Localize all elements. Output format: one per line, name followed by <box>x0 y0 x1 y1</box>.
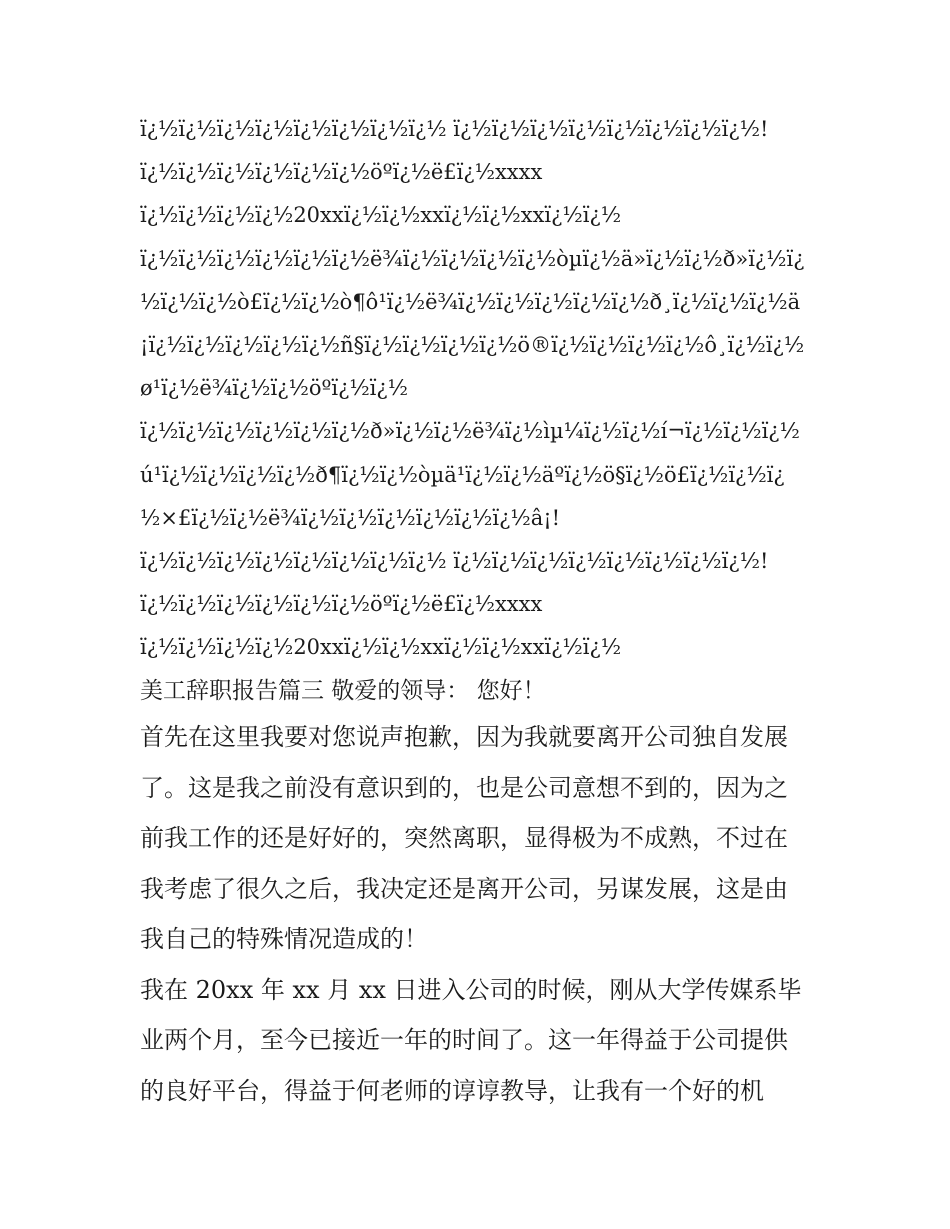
garbled-text-block <box>140 108 820 669</box>
garbled-line: ú¹ï¿½ï¿½ï¿½ï¿½ð¶ï¿½ï¿½òµä¹ï¿½ï¿½äºï¿½ö§ï¿½ö£ï¿½ï¿½ï¿ <box>140 462 785 487</box>
garbled-line: ½ï¿½ï¿½ò£ï¿½ï¿½ò¶ô¹ï¿½ë¾ï¿½ï¿½ï¿½ï¿½ï¿½ð¸ï¿½ï¿½ï¿½ä <box>140 289 801 314</box>
garbled-line: ï¿½ï¿½ï¿½ï¿½20xxï¿½ï¿½xxï¿½ï¿½xxï¿½ï¿½ <box>140 635 622 660</box>
garbled-line: ¡ï¿½ï¿½ï¿½ï¿½ï¿½ñ§ï¿½ï¿½ï¿½ï¿½ö®ï¿½ï¿½ï¿½ï¿½ô¸ï¿½ï¿½ <box>140 332 805 357</box>
paragraph-line: 前我工作的还是好好的，突然离职，显得极为不成熟，不过在 <box>140 824 788 852</box>
garbled-line: ï¿½ï¿½ï¿½ï¿½ï¿½ï¿½ð»ï¿½ï¿½ë¾ï¿½ìµ¼ï¿½ï¿½í¬ï¿½ï¿½ï¿½ <box>140 419 800 444</box>
garbled-line: ï¿½ï¿½ï¿½ï¿½ï¿½ï¿½öºï¿½ë£ï¿½xxxx <box>140 160 543 185</box>
garbled-line: ï¿½ï¿½ï¿½ï¿½ï¿½ï¿½ï¿½ï¿½ ï¿½ï¿½ï¿½ï¿½ï¿½ï¿½ï¿½ï¿½! <box>140 548 769 573</box>
garbled-line: ï¿½ï¿½ï¿½ï¿½ï¿½ï¿½ï¿½ï¿½ ï¿½ï¿½ï¿½ï¿½ï¿½ï¿½ï¿½ï¿½! <box>140 117 769 141</box>
paragraph-line: 我考虑了很久之后，我决定还是离开公司，另谋发展，这是由 <box>140 874 788 903</box>
letter-body <box>140 670 820 1116</box>
garbled-line: ï¿½ï¿½ï¿½ï¿½ï¿½ï¿½öºï¿½ë£ï¿½xxxx <box>140 592 543 617</box>
garbled-line: ï¿½ï¿½ï¿½ï¿½ï¿½ï¿½ë¾ï¿½ï¿½ï¿½ï¿½òµï¿½ä»ï¿½ï¿½ð»ï¿½ï¿ <box>140 246 805 271</box>
paragraph-line: 我在 20xx 年 xx 月 xx 日进入公司的时候，刚从大学传媒系毕 <box>140 975 802 1004</box>
section-heading: 美工辞职报告篇三 敬爱的领导： 您好！ <box>140 678 546 704</box>
paragraph-line: 我自己的特殊情况造成的！ <box>140 925 428 953</box>
paragraph-line: 了。这是我之前没有意识到的，也是公司意想不到的，因为之 <box>140 773 788 802</box>
paragraph-line: 业两个月，至今已接近一年的时间了。这一年得益于公司提供 <box>140 1026 788 1054</box>
garbled-line: ï¿½ï¿½ï¿½ï¿½20xxï¿½ï¿½xxï¿½ï¿½xxï¿½ï¿½ <box>140 203 622 228</box>
garbled-line: ½×£ï¿½ï¿½ë¾ï¿½ï¿½ï¿½ï¿½ï¿½ï¿½â¡! <box>140 505 561 530</box>
paragraph-line: 的良好平台，得益于何老师的谆谆教导，让我有一个好的机 <box>140 1076 764 1105</box>
garbled-line: ø¹ï¿½ë¾ï¿½ï¿½öºï¿½ï¿½ <box>140 376 409 401</box>
paragraph-line: 首先在这里我要对您说声抱歉，因为我就要离开公司独自发展 <box>140 723 788 751</box>
